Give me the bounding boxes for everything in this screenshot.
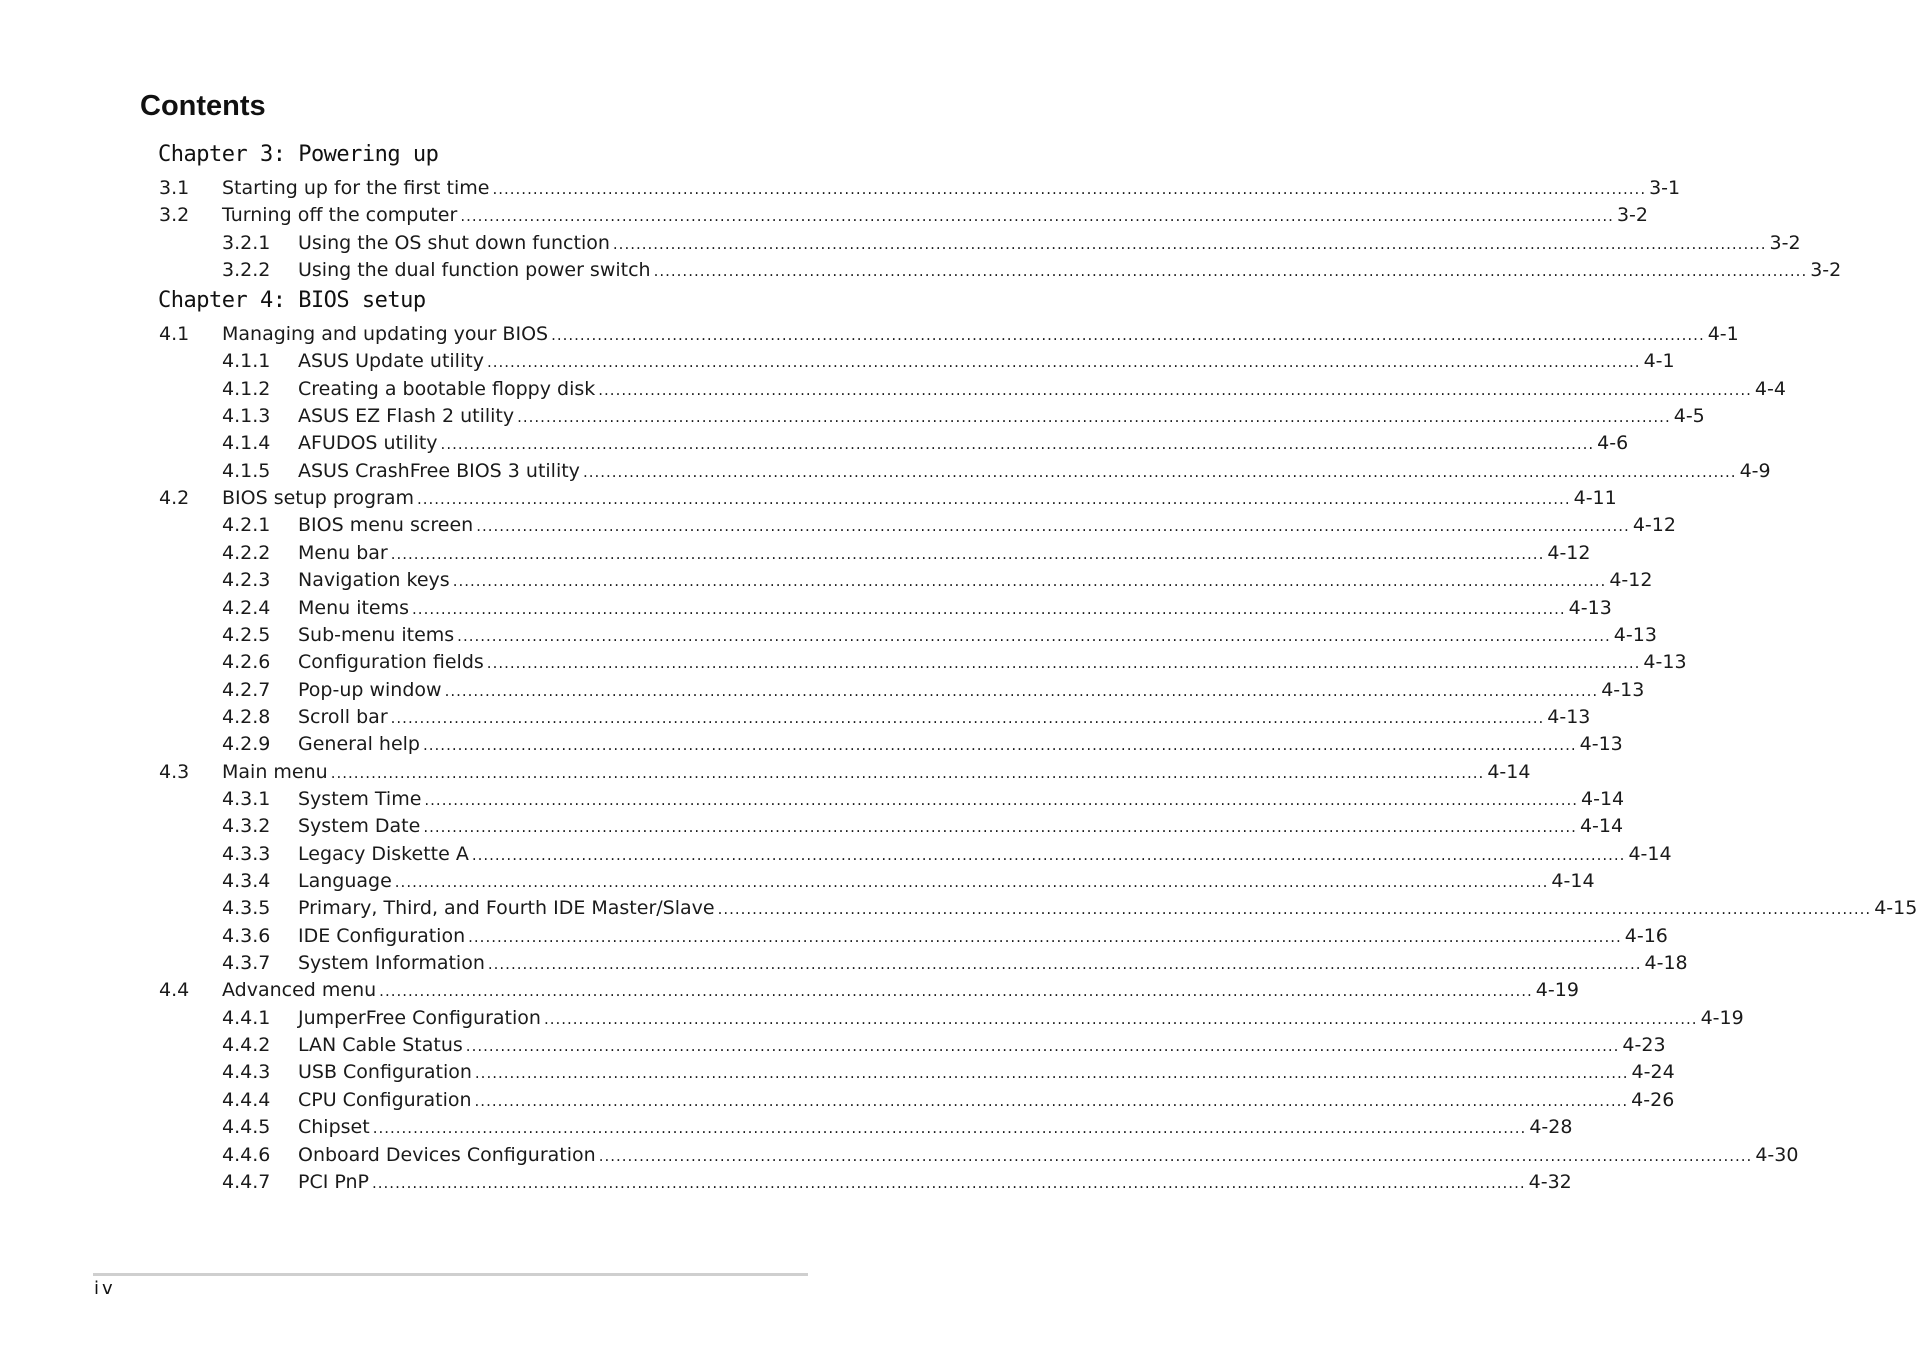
dot-leader: ........................................................................................................................................................................................................ [543,1010,1698,1028]
toc-entry-line [298,540,1591,568]
section-number: 4.3.3 [222,843,271,865]
section-number: 4.4.6 [222,1144,271,1166]
toc-entry[interactable] [0,595,1612,622]
page-reference: 4-30 [1755,1144,1799,1166]
toc-entry[interactable] [0,813,1624,840]
section-title: Onboard Devices Configuration [298,1144,596,1166]
toc-entry[interactable] [0,376,1786,403]
section-title: BIOS setup program [222,487,414,509]
section-number: 4.4.7 [222,1171,271,1193]
toc-entry-line [222,977,1579,1005]
section-title: ASUS Update utility [298,350,484,372]
dot-leader: ........................................................................................................................................................................................................ [717,900,1872,918]
section-number: 4.3.4 [222,870,271,892]
section-title: ASUS EZ Flash 2 utility [298,405,515,427]
section-title: Main menu [222,761,328,783]
toc-entry[interactable] [0,257,1842,284]
section-number: 4.4.1 [222,1007,271,1029]
dot-leader: ........................................................................................................................................................................................................ [476,517,1630,535]
toc-entry[interactable] [0,202,1648,229]
toc-entry-line [298,1169,1572,1197]
page-reference: 4-26 [1631,1089,1675,1111]
toc-entry-line [298,677,1645,705]
section-number: 4.3 [159,761,190,783]
section-number: 4.2.7 [222,679,271,701]
toc-entry[interactable] [0,677,1645,704]
toc-entry[interactable] [0,649,1687,676]
section-number: 4.4.2 [222,1034,271,1056]
page-reference: 4-28 [1529,1116,1573,1138]
toc-entry[interactable] [0,977,1579,1004]
toc-entry-line [222,485,1617,513]
section-number: 3.2.1 [222,232,271,254]
page-reference: 4-6 [1597,432,1629,454]
dot-leader: ........................................................................................................................................................................................................ [330,764,1485,782]
section-number: 4.2.3 [222,569,271,591]
toc-entry[interactable] [0,321,1739,348]
section-title: Using the dual function power switch [298,259,651,281]
toc-entry-line [298,950,1688,978]
section-title: Menu bar [298,542,388,564]
section-number: 4.2.1 [222,514,271,536]
page-reference: 4-14 [1628,843,1672,865]
toc-entry-line [298,1059,1675,1087]
toc-entry-line [298,567,1653,595]
dot-leader: ........................................................................................................................................................................................................ [551,326,1705,344]
toc-entry[interactable] [0,430,1629,457]
dot-leader: ........................................................................................................................................................................................................ [423,736,1577,754]
dot-leader: ........................................................................................................................................................................................................ [598,381,1752,399]
section-title: PCI PnP [298,1171,369,1193]
section-title: System Information [298,952,485,974]
section-title: Advanced menu [222,979,377,1001]
section-title: Sub-menu items [298,624,455,646]
section-number: 4.1 [159,323,190,345]
page-reference: 4-14 [1487,761,1531,783]
page-reference: 3-2 [1769,232,1801,254]
dot-leader: ........................................................................................................................................................................................................ [460,207,1614,225]
toc-entry-line [298,841,1672,869]
section-title: Turning off the computer [222,204,458,226]
dot-leader: ........................................................................................................................................................................................................ [390,545,1545,563]
section-number: 4.3.7 [222,952,271,974]
section-number: 4.2.4 [222,597,271,619]
page-reference: 4-12 [1632,514,1676,536]
dot-leader: ........................................................................................................................................................................................................ [486,353,1641,371]
toc-entry[interactable] [0,704,1591,731]
section-number: 3.1 [159,177,190,199]
toc-entry[interactable] [0,950,1688,977]
dot-leader: ........................................................................................................................................................................................................ [444,682,1599,700]
page-reference: 4-13 [1601,679,1645,701]
section-title: IDE Configuration [298,925,466,947]
toc-entry-line [298,348,1675,376]
section-number: 4.2.8 [222,706,271,728]
toc-entry-line [298,430,1629,458]
toc-entry-line [298,1087,1675,1115]
chapter-heading: Chapter 4: BIOS setup [158,288,426,313]
toc-entry[interactable] [0,759,1531,786]
section-number: 4.1.2 [222,378,271,400]
page-reference: 4-32 [1528,1171,1572,1193]
toc-entry[interactable] [0,540,1591,567]
dot-leader: ........................................................................................................................................................................................................ [416,490,1571,508]
section-title: General help [298,733,420,755]
toc-entry-line [298,230,1801,258]
dot-leader: ........................................................................................................................................................................................................ [465,1037,1620,1055]
section-title: System Date [298,815,421,837]
toc-entry[interactable] [0,403,1705,430]
page-reference: 4-1 [1643,350,1675,372]
page-reference: 4-5 [1673,405,1705,427]
dot-leader: ........................................................................................................................................................................................................ [653,262,1808,280]
toc-entry-line [298,1114,1573,1142]
page-title: Contents [140,90,266,122]
page-reference: 4-19 [1700,1007,1744,1029]
toc-entry-line [298,403,1705,431]
toc-entry-line [298,731,1623,759]
dot-leader: ........................................................................................................................................................................................................ [612,235,1767,253]
dot-leader: ........................................................................................................................................................................................................ [474,1092,1629,1110]
page-reference: 4-13 [1613,624,1657,646]
section-number: 4.1.1 [222,350,271,372]
toc-entry[interactable] [0,868,1595,895]
section-number: 4.4.3 [222,1061,271,1083]
dot-leader: ........................................................................................................................................................................................................ [372,1119,1527,1137]
page-reference: 4-16 [1624,925,1668,947]
section-number: 4.4.5 [222,1116,271,1138]
page-reference: 3-1 [1649,177,1681,199]
section-number: 4.3.6 [222,925,271,947]
page-reference: 4-13 [1547,706,1591,728]
toc-entry-line [298,458,1771,486]
toc-entry[interactable] [0,1087,1675,1114]
section-number: 4.3.5 [222,897,271,919]
toc-entry[interactable] [0,786,1625,813]
dot-leader: ........................................................................................................................................................................................................ [452,572,1607,590]
dot-leader: ........................................................................................................................................................................................................ [468,928,1622,946]
section-title: CPU Configuration [298,1089,472,1111]
section-title: Creating a bootable floppy disk [298,378,596,400]
dot-leader: ........................................................................................................................................................................................................ [517,408,1671,426]
toc-entry-line [222,175,1681,203]
page-reference: 4-4 [1754,378,1786,400]
toc-entry[interactable] [0,348,1675,375]
toc-entry-line [298,1005,1744,1033]
section-title: Scroll bar [298,706,388,728]
toc-entry[interactable] [0,895,1917,922]
section-title: Managing and updating your BIOS [222,323,549,345]
dot-leader: ........................................................................................................................................................................................................ [379,982,1533,1000]
toc-entry[interactable] [0,1005,1744,1032]
toc-entry-line [298,649,1687,677]
section-title: ASUS CrashFree BIOS 3 utility [298,460,580,482]
toc-entry-line [298,622,1657,650]
page-number: iv [94,1278,116,1299]
toc-entry[interactable] [0,841,1672,868]
toc-entry-line [222,759,1531,787]
dot-leader: ........................................................................................................................................................................................................ [598,1147,1753,1165]
section-number: 3.2.2 [222,259,271,281]
section-number: 4.4 [159,979,190,1001]
section-title: Menu items [298,597,410,619]
section-number: 4.3.1 [222,788,271,810]
toc-entry[interactable] [0,567,1653,594]
chapter-heading: Chapter 3: Powering up [158,142,439,167]
toc-entry[interactable] [0,923,1668,950]
toc-entry-line [298,813,1624,841]
section-number: 4.3.2 [222,815,271,837]
page-reference: 4-14 [1579,815,1624,837]
footer-rule [93,1273,808,1276]
section-title: Primary, Third, and Fourth IDE Master/Slave [298,897,715,919]
toc-entry-line [298,376,1786,404]
toc-entry[interactable] [0,175,1681,202]
page-reference: 4-19 [1535,979,1579,1001]
toc-entry-line [298,868,1595,896]
section-number: 3.2 [159,204,190,226]
toc-entry[interactable] [0,622,1657,649]
page-reference: 4-13 [1568,597,1612,619]
toc-entry[interactable] [0,512,1676,539]
toc-entry[interactable] [0,1142,1799,1169]
toc-entry[interactable] [0,485,1617,512]
dot-leader: ........................................................................................................................................................................................................ [440,435,1595,453]
page-reference: 3-2 [1810,259,1842,281]
section-title: AFUDOS utility [298,432,438,454]
section-number: 4.1.3 [222,405,271,427]
page-reference: 3-2 [1616,204,1648,226]
section-number: 4.1.4 [222,432,271,454]
toc-entry-line [298,595,1612,623]
section-title: Chipset [298,1116,370,1138]
page-reference: 4-9 [1739,460,1771,482]
page-reference: 4-13 [1643,651,1687,673]
section-title: Starting up for the first time [222,177,490,199]
toc-entry[interactable] [0,1169,1572,1196]
toc-entry-line [298,704,1591,732]
section-title: LAN Cable Status [298,1034,463,1056]
page-reference: 4-1 [1707,323,1739,345]
section-number: 4.4.4 [222,1089,271,1111]
page-reference: 4-12 [1547,542,1591,564]
toc-entry-line [298,512,1676,540]
toc-entry[interactable] [0,230,1801,257]
dot-leader: ........................................................................................................................................................................................................ [474,1064,1629,1082]
section-title: Language [298,870,392,892]
section-title: Legacy Diskette A [298,843,469,865]
page-reference: 4-24 [1631,1061,1675,1083]
page-reference: 4-18 [1644,952,1688,974]
section-title: Pop-up window [298,679,442,701]
dot-leader: ........................................................................................................................................................................................................ [492,180,1647,198]
toc-entry-line [298,1142,1799,1170]
section-title: USB Configuration [298,1061,472,1083]
section-number: 4.2.6 [222,651,271,673]
toc-entry[interactable] [0,731,1623,758]
toc-entry[interactable] [0,458,1771,485]
section-number: 4.2.9 [222,733,271,755]
section-number: 4.2 [159,487,190,509]
toc-entry[interactable] [0,1032,1666,1059]
page-reference: 4-14 [1581,788,1625,810]
dot-leader: ........................................................................................................................................................................................................ [423,818,1577,836]
toc-entry-line [298,786,1625,814]
dot-leader: ........................................................................................................................................................................................................ [457,627,1611,645]
section-title: Navigation keys [298,569,450,591]
page-reference: 4-14 [1551,870,1595,892]
page-reference: 4-23 [1622,1034,1666,1056]
dot-leader: ........................................................................................................................................................................................................ [471,846,1626,864]
section-title: Using the OS shut down function [298,232,610,254]
section-title: BIOS menu screen [298,514,474,536]
section-title: Configuration fields [298,651,484,673]
dot-leader: ........................................................................................................................................................................................................ [372,1174,1526,1192]
dot-leader: ........................................................................................................................................................................................................ [486,654,1641,672]
section-title: JumperFree Configuration [298,1007,541,1029]
section-number: 4.2.5 [222,624,271,646]
dot-leader: ........................................................................................................................................................................................................ [487,955,1642,973]
toc-entry-line [298,895,1917,923]
toc-entry[interactable] [0,1114,1573,1141]
toc-entry-line [298,257,1842,285]
dot-leader: ........................................................................................................................................................................................................ [582,463,1737,481]
toc-entry[interactable] [0,1059,1675,1086]
page-reference: 4-11 [1573,487,1617,509]
section-number: 4.1.5 [222,460,271,482]
section-title: System Time [298,788,422,810]
page-reference: 4-13 [1579,733,1623,755]
toc-entry-line [222,321,1739,349]
section-number: 4.2.2 [222,542,271,564]
dot-leader: ........................................................................................................................................................................................................ [394,873,1549,891]
page-reference: 4-12 [1609,569,1653,591]
toc-entry-line [222,202,1648,230]
toc-entry-line [298,1032,1666,1060]
page-reference: 4-15 [1874,897,1917,919]
dot-leader: ........................................................................................................................................................................................................ [424,791,1579,809]
dot-leader: ........................................................................................................................................................................................................ [412,600,1566,618]
toc-entry-line [298,923,1668,951]
dot-leader: ........................................................................................................................................................................................................ [390,709,1545,727]
